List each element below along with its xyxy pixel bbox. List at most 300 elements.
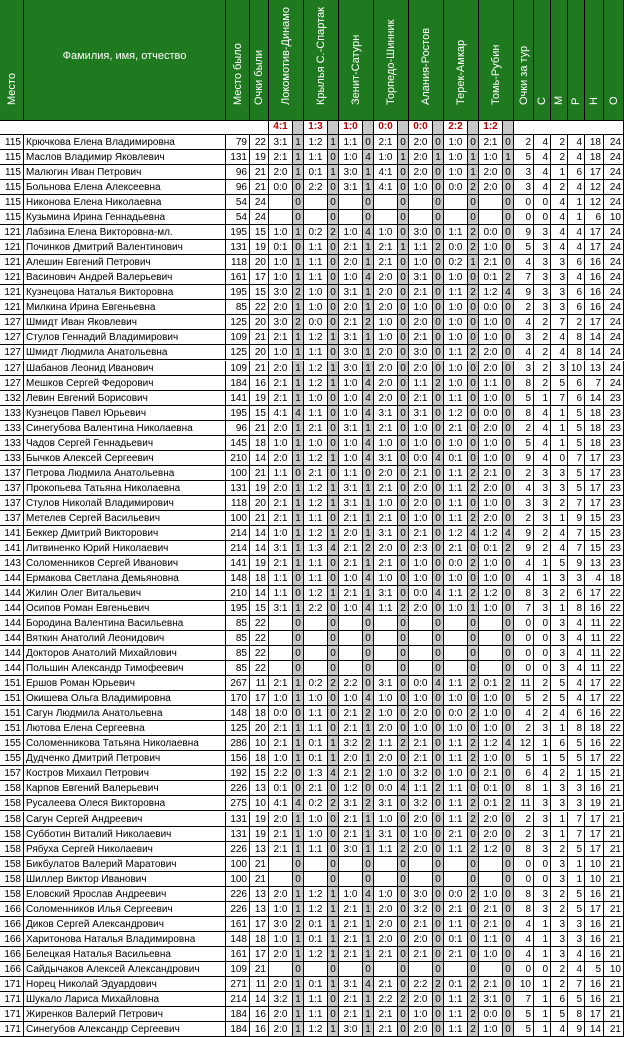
cell-prev-points: 21 bbox=[250, 962, 269, 977]
cell-match-3-pts: 1 bbox=[363, 721, 374, 736]
cell-match-4-bet: 2:0 bbox=[374, 917, 398, 932]
cell-match-6-pts: 0 bbox=[468, 917, 479, 932]
cell-match-2-bet: 1:0 bbox=[304, 285, 328, 300]
cell-stat-n: 15 bbox=[585, 526, 604, 541]
cell-full-name: Норец Николай Эдуардович bbox=[24, 977, 226, 992]
table-row bbox=[0, 977, 624, 992]
cell-prev-place: 79 bbox=[226, 135, 250, 150]
cell-match-1-bet: 3:1 bbox=[269, 541, 293, 556]
cell-match-3-bet: 2:1 bbox=[339, 1007, 363, 1022]
cell-match-2-pts: 0 bbox=[328, 315, 339, 330]
cell-full-name: Беккер Дмитрий Викторович bbox=[24, 526, 226, 541]
cell-match-1-bet bbox=[269, 962, 293, 977]
cell-prev-place: 85 bbox=[226, 616, 250, 631]
cell-match-4-bet: 2:1 bbox=[374, 556, 398, 571]
cell-match-2-bet: 0:2 bbox=[304, 796, 328, 811]
cell-match-5-bet: 1:0 bbox=[409, 300, 433, 315]
cell-match-1-bet: 2:0 bbox=[269, 300, 293, 315]
header-o-label: О bbox=[607, 96, 620, 105]
cell-stat-o: 24 bbox=[604, 270, 624, 285]
cell-match-7-bet: 2:0 bbox=[479, 165, 503, 180]
cell-match-3-bet: 2:1 bbox=[339, 721, 363, 736]
cell-stat-r: 7 bbox=[568, 496, 585, 511]
cell-match-4-pts: 0 bbox=[398, 496, 409, 511]
cell-stat-o: 21 bbox=[604, 857, 624, 872]
cell-match-4-pts: 0 bbox=[398, 300, 409, 315]
cell-stat-o: 22 bbox=[604, 721, 624, 736]
cell-match-7-pts: 0 bbox=[503, 751, 514, 766]
cell-match-5-pts: 0 bbox=[433, 706, 444, 721]
cell-match-6-pts: 0 bbox=[468, 300, 479, 315]
cell-match-3-bet: 2:1 bbox=[339, 932, 363, 947]
cell-match-2-bet: 2:2 bbox=[304, 180, 328, 195]
cell-match-3-pts: 0 bbox=[363, 135, 374, 150]
cell-match-7-bet: 2:1 bbox=[479, 135, 503, 150]
cell-stat-c: 3 bbox=[534, 466, 551, 481]
cell-stat-o: 24 bbox=[604, 150, 624, 165]
cell-match-6-pts: 2 bbox=[468, 796, 479, 811]
cell-prev-place: 210 bbox=[226, 451, 250, 466]
cell-place: 115 bbox=[0, 210, 24, 225]
cell-place: 144 bbox=[0, 646, 24, 661]
cell-prev-points: 20 bbox=[250, 315, 269, 330]
cell-prev-points: 22 bbox=[250, 631, 269, 646]
cell-match-1-pts: 1 bbox=[293, 270, 304, 285]
cell-stat-c: 2 bbox=[534, 361, 551, 376]
cell-match-5-bet: 3:2 bbox=[409, 766, 433, 781]
cell-tour-points: 2 bbox=[514, 135, 534, 150]
cell-match-1-bet bbox=[269, 646, 293, 661]
cell-stat-m: 3 bbox=[551, 857, 568, 872]
cell-match-5-pts: 0 bbox=[433, 721, 444, 736]
cell-match-4-bet: 1:0 bbox=[374, 766, 398, 781]
cell-stat-m: 4 bbox=[551, 345, 568, 360]
cell-match-4-pts: 0 bbox=[398, 180, 409, 195]
cell-match-2-pts: 0 bbox=[328, 345, 339, 360]
cell-tour-points: 11 bbox=[514, 676, 534, 691]
result-4: 0:0 bbox=[374, 121, 398, 135]
header-c bbox=[534, 0, 551, 121]
cell-tour-points: 4 bbox=[514, 571, 534, 586]
cell-match-6-bet: 0:0 bbox=[444, 887, 468, 902]
cell-match-5-bet bbox=[409, 872, 433, 887]
cell-prev-points: 19 bbox=[250, 827, 269, 842]
cell-full-name: Ермакова Светлана Демьяновна bbox=[24, 571, 226, 586]
cell-match-1-bet: 0:1 bbox=[269, 781, 293, 796]
result-1-pts bbox=[293, 121, 304, 135]
cell-match-1-pts: 0 bbox=[293, 646, 304, 661]
cell-match-2-bet: 1:0 bbox=[304, 436, 328, 451]
cell-stat-r: 6 bbox=[568, 391, 585, 406]
cell-full-name: Шмидт Иван Яковлевич bbox=[24, 315, 226, 330]
cell-match-2-bet: 1:0 bbox=[304, 391, 328, 406]
cell-tour-points: 8 bbox=[514, 406, 534, 421]
cell-tour-points: 9 bbox=[514, 451, 534, 466]
cell-match-2-pts: 1 bbox=[328, 526, 339, 541]
cell-prev-place: 195 bbox=[226, 285, 250, 300]
cell-match-3-bet: 1:2 bbox=[339, 781, 363, 796]
cell-place: 137 bbox=[0, 496, 24, 511]
cell-match-7-pts: 0 bbox=[503, 481, 514, 496]
cell-match-3-pts: 0 bbox=[363, 466, 374, 481]
cell-match-6-bet: 1:0 bbox=[444, 270, 468, 285]
cell-prev-place: 214 bbox=[226, 526, 250, 541]
cell-place: 144 bbox=[0, 601, 24, 616]
cell-match-2-pts: 0 bbox=[328, 691, 339, 706]
table-row bbox=[0, 992, 624, 1007]
result-4-pts bbox=[398, 121, 409, 135]
cell-prev-place: 54 bbox=[226, 195, 250, 210]
cell-match-5-bet: 2:1 bbox=[409, 947, 433, 962]
cell-match-6-pts: 1 bbox=[468, 601, 479, 616]
cell-stat-o: 21 bbox=[604, 842, 624, 857]
cell-match-2-bet: 1:1 bbox=[304, 1007, 328, 1022]
cell-prev-place: 131 bbox=[226, 150, 250, 165]
cell-match-6-pts: 0 bbox=[468, 270, 479, 285]
cell-match-4-bet: 1:0 bbox=[374, 691, 398, 706]
cell-tour-points: 7 bbox=[514, 992, 534, 1007]
cell-match-7-pts: 0 bbox=[503, 992, 514, 1007]
cell-match-4-pts: 0 bbox=[398, 766, 409, 781]
cell-match-4-pts: 0 bbox=[398, 827, 409, 842]
header-o bbox=[604, 0, 624, 121]
cell-stat-m: 3 bbox=[551, 631, 568, 646]
cell-stat-r: 3 bbox=[568, 932, 585, 947]
cell-match-2-bet: 1:1 bbox=[304, 721, 328, 736]
cell-match-2-pts: 1 bbox=[328, 165, 339, 180]
cell-match-5-pts: 0 bbox=[433, 691, 444, 706]
cell-match-6-bet: 0:0 bbox=[444, 240, 468, 255]
cell-stat-n: 14 bbox=[585, 330, 604, 345]
cell-match-3-pts: 1 bbox=[363, 1007, 374, 1022]
cell-match-4-bet: 1:0 bbox=[374, 887, 398, 902]
cell-match-2-pts: 0 bbox=[328, 240, 339, 255]
cell-match-2-bet: 1:1 bbox=[304, 556, 328, 571]
cell-stat-r: 9 bbox=[568, 511, 585, 526]
cell-match-5-pts: 0 bbox=[433, 872, 444, 887]
cell-stat-o: 21 bbox=[604, 796, 624, 811]
cell-prev-points: 13 bbox=[250, 781, 269, 796]
cell-match-7-pts: 0 bbox=[503, 391, 514, 406]
cell-stat-o: 21 bbox=[604, 1022, 624, 1037]
cell-full-name: Сагун Людмила Анатольевна bbox=[24, 706, 226, 721]
cell-match-2-pts: 1 bbox=[328, 902, 339, 917]
cell-full-name: Стулов Геннадий Владимирович bbox=[24, 330, 226, 345]
cell-match-2-pts: 0 bbox=[328, 571, 339, 586]
cell-match-4-bet: 3:1 bbox=[374, 796, 398, 811]
cell-match-4-bet: 2:1 bbox=[374, 135, 398, 150]
cell-match-7-bet: 1:0 bbox=[479, 496, 503, 511]
cell-match-3-pts: 4 bbox=[363, 451, 374, 466]
cell-match-7-pts: 0 bbox=[503, 586, 514, 601]
cell-stat-m: 2 bbox=[551, 766, 568, 781]
cell-match-7-pts: 0 bbox=[503, 345, 514, 360]
cell-match-7-bet: 1:0 bbox=[479, 947, 503, 962]
cell-match-2-pts: 1 bbox=[328, 481, 339, 496]
cell-tour-points: 4 bbox=[514, 255, 534, 270]
cell-stat-r: 4 bbox=[568, 676, 585, 691]
cell-match-2-bet bbox=[304, 210, 328, 225]
cell-match-4-pts: 2 bbox=[398, 992, 409, 1007]
cell-match-2-bet: 0:2 bbox=[304, 676, 328, 691]
cell-match-5-bet: 2:0 bbox=[409, 135, 433, 150]
cell-stat-c: 1 bbox=[534, 736, 551, 751]
cell-match-2-bet: 1:1 bbox=[304, 240, 328, 255]
cell-match-1-bet: 2:1 bbox=[269, 330, 293, 345]
cell-match-6-bet: 1:0 bbox=[444, 766, 468, 781]
cell-stat-o: 22 bbox=[604, 736, 624, 751]
cell-stat-r: 4 bbox=[568, 270, 585, 285]
cell-match-3-bet: 1:0 bbox=[339, 391, 363, 406]
cell-match-5-bet: 1:0 bbox=[409, 571, 433, 586]
cell-place: 127 bbox=[0, 330, 24, 345]
cell-tour-points: 4 bbox=[514, 556, 534, 571]
cell-match-1-pts: 0 bbox=[293, 962, 304, 977]
cell-place: 137 bbox=[0, 481, 24, 496]
cell-match-7-bet: 2:0 bbox=[479, 827, 503, 842]
cell-place: 158 bbox=[0, 887, 24, 902]
cell-match-4-pts: 0 bbox=[398, 1007, 409, 1022]
cell-full-name: Стулов Николай Владимирович bbox=[24, 496, 226, 511]
cell-stat-m: 4 bbox=[551, 541, 568, 556]
cell-match-2-pts: 0 bbox=[328, 646, 339, 661]
cell-stat-r: 7 bbox=[568, 827, 585, 842]
cell-match-3-bet: 3:1 bbox=[339, 977, 363, 992]
cell-prev-points: 21 bbox=[250, 165, 269, 180]
cell-match-5-pts: 0 bbox=[433, 796, 444, 811]
cell-match-1-bet: 1:1 bbox=[269, 571, 293, 586]
cell-place: 144 bbox=[0, 661, 24, 676]
cell-stat-n: 17 bbox=[585, 1007, 604, 1022]
cell-stat-n: 17 bbox=[585, 481, 604, 496]
cell-match-7-bet: 1:0 bbox=[479, 451, 503, 466]
table-row bbox=[0, 1007, 624, 1022]
cell-stat-o: 22 bbox=[604, 601, 624, 616]
cell-match-6-pts: 0 bbox=[468, 541, 479, 556]
cell-prev-points: 17 bbox=[250, 947, 269, 962]
cell-match-5-bet: 2:1 bbox=[409, 330, 433, 345]
table-row bbox=[0, 902, 624, 917]
cell-stat-r: 3 bbox=[568, 571, 585, 586]
cell-match-4-pts: 2 bbox=[398, 601, 409, 616]
result-7-pts bbox=[503, 121, 514, 135]
cell-match-1-pts: 4 bbox=[293, 796, 304, 811]
cell-match-6-pts: 0 bbox=[468, 451, 479, 466]
cell-prev-place: 184 bbox=[226, 1007, 250, 1022]
cell-match-3-pts: 1 bbox=[363, 842, 374, 857]
cell-match-4-pts: 0 bbox=[398, 225, 409, 240]
cell-stat-m: 5 bbox=[551, 556, 568, 571]
cell-match-4-pts: 0 bbox=[398, 857, 409, 872]
cell-place: 158 bbox=[0, 872, 24, 887]
cell-match-1-bet: 1:0 bbox=[269, 270, 293, 285]
cell-match-7-pts: 0 bbox=[503, 195, 514, 210]
cell-tour-points: 2 bbox=[514, 466, 534, 481]
cell-stat-n: 16 bbox=[585, 736, 604, 751]
cell-match-6-pts: 0 bbox=[468, 781, 479, 796]
cell-tour-points: 2 bbox=[514, 721, 534, 736]
cell-match-6-bet: 1:1 bbox=[444, 285, 468, 300]
cell-full-name: Соломенникова Татьяна Николаевна bbox=[24, 736, 226, 751]
table-row bbox=[0, 240, 624, 255]
cell-stat-m: 4 bbox=[551, 195, 568, 210]
cell-stat-o: 22 bbox=[604, 661, 624, 676]
cell-stat-m: 1 bbox=[551, 421, 568, 436]
cell-stat-c: 0 bbox=[534, 857, 551, 872]
cell-match-6-bet bbox=[444, 631, 468, 646]
cell-match-5-pts: 4 bbox=[433, 586, 444, 601]
cell-stat-c: 3 bbox=[534, 255, 551, 270]
header-n bbox=[585, 0, 604, 121]
cell-match-1-bet: 2:1 bbox=[269, 556, 293, 571]
table-row bbox=[0, 842, 624, 857]
cell-stat-o: 23 bbox=[604, 496, 624, 511]
cell-match-4-pts: 0 bbox=[398, 586, 409, 601]
cell-full-name: Бычков Алексей Сергеевич bbox=[24, 451, 226, 466]
cell-match-7-bet: 2:0 bbox=[479, 345, 503, 360]
cell-place: 171 bbox=[0, 1007, 24, 1022]
cell-full-name: Мешков Сергей Федорович bbox=[24, 376, 226, 391]
cell-prev-place: 226 bbox=[226, 842, 250, 857]
cell-match-7-bet: 2:0 bbox=[479, 361, 503, 376]
cell-stat-n: 11 bbox=[585, 661, 604, 676]
cell-match-6-pts: 0 bbox=[468, 376, 479, 391]
cell-stat-m: 3 bbox=[551, 616, 568, 631]
cell-match-3-bet: 3:0 bbox=[339, 842, 363, 857]
cell-match-3-bet: 3:1 bbox=[339, 496, 363, 511]
cell-match-2-pts: 0 bbox=[328, 406, 339, 421]
header-r-label: Р bbox=[570, 97, 582, 105]
cell-match-4-pts: 0 bbox=[398, 270, 409, 285]
cell-match-5-bet: 1:0 bbox=[409, 691, 433, 706]
cell-stat-r: 4 bbox=[568, 616, 585, 631]
cell-stat-c: 4 bbox=[534, 766, 551, 781]
cell-stat-c: 3 bbox=[534, 225, 551, 240]
cell-match-5-bet: 1:0 bbox=[409, 511, 433, 526]
cell-match-3-pts: 4 bbox=[363, 391, 374, 406]
cell-place: 143 bbox=[0, 556, 24, 571]
cell-match-1-pts: 1 bbox=[293, 165, 304, 180]
cell-prev-points: 21 bbox=[250, 180, 269, 195]
cell-stat-n: 17 bbox=[585, 451, 604, 466]
cell-place: 121 bbox=[0, 225, 24, 240]
result-5-pts bbox=[433, 121, 444, 135]
table-row bbox=[0, 270, 624, 285]
cell-prev-points: 21 bbox=[250, 421, 269, 436]
cell-stat-m: 3 bbox=[551, 947, 568, 962]
cell-match-6-bet: 0:2 bbox=[444, 255, 468, 270]
cell-tour-points: 0 bbox=[514, 872, 534, 887]
cell-match-6-pts: 0 bbox=[468, 210, 479, 225]
header-tour-points bbox=[514, 0, 534, 121]
cell-stat-r: 9 bbox=[568, 556, 585, 571]
cell-stat-o: 21 bbox=[604, 872, 624, 887]
cell-match-7-bet: 0:0 bbox=[479, 1007, 503, 1022]
cell-match-6-bet: 2:1 bbox=[444, 902, 468, 917]
cell-match-4-pts: 0 bbox=[398, 406, 409, 421]
cell-stat-c: 3 bbox=[534, 796, 551, 811]
cell-match-2-pts: 1 bbox=[328, 496, 339, 511]
cell-match-7-bet: 1:2 bbox=[479, 736, 503, 751]
cell-full-name: Маслов Владимир Яковлевич bbox=[24, 150, 226, 165]
cell-place: 121 bbox=[0, 255, 24, 270]
cell-match-1-bet bbox=[269, 616, 293, 631]
cell-match-7-pts: 0 bbox=[503, 300, 514, 315]
cell-match-3-bet bbox=[339, 962, 363, 977]
header-r bbox=[568, 0, 585, 121]
table-row bbox=[0, 391, 624, 406]
cell-full-name: Костров Михаил Петрович bbox=[24, 766, 226, 781]
cell-match-4-pts: 0 bbox=[398, 165, 409, 180]
cell-match-3-pts: 2 bbox=[363, 736, 374, 751]
cell-place: 158 bbox=[0, 857, 24, 872]
cell-match-4-pts: 0 bbox=[398, 932, 409, 947]
cell-stat-m: 2 bbox=[551, 887, 568, 902]
cell-match-1-bet: 0:0 bbox=[269, 706, 293, 721]
cell-prev-points: 17 bbox=[250, 917, 269, 932]
cell-stat-o: 22 bbox=[604, 676, 624, 691]
cell-stat-c: 3 bbox=[534, 721, 551, 736]
cell-stat-m: 5 bbox=[551, 676, 568, 691]
cell-place: 166 bbox=[0, 932, 24, 947]
cell-full-name: Кузнецов Павел Юрьевич bbox=[24, 406, 226, 421]
cell-match-4-bet: 2:1 bbox=[374, 511, 398, 526]
cell-prev-points: 18 bbox=[250, 932, 269, 947]
cell-match-2-pts: 4 bbox=[328, 766, 339, 781]
cell-match-3-bet: 3:1 bbox=[339, 330, 363, 345]
table-row bbox=[0, 586, 624, 601]
cell-match-7-pts: 0 bbox=[503, 210, 514, 225]
cell-stat-c: 3 bbox=[534, 827, 551, 842]
cell-match-1-bet: 2:0 bbox=[269, 361, 293, 376]
cell-stat-c: 2 bbox=[534, 526, 551, 541]
cell-prev-points: 16 bbox=[250, 1022, 269, 1037]
cell-match-1-pts: 1 bbox=[293, 887, 304, 902]
cell-match-1-pts: 1 bbox=[293, 481, 304, 496]
cell-place: 121 bbox=[0, 285, 24, 300]
cell-match-4-bet: 1:0 bbox=[374, 436, 398, 451]
cell-match-6-bet: 1:0 bbox=[444, 691, 468, 706]
table-row bbox=[0, 1022, 624, 1037]
cell-match-1-bet bbox=[269, 857, 293, 872]
cell-match-3-pts: 4 bbox=[363, 406, 374, 421]
cell-match-6-bet bbox=[444, 962, 468, 977]
cell-match-3-pts: 1 bbox=[363, 827, 374, 842]
cell-match-2-pts: 0 bbox=[328, 721, 339, 736]
cell-match-3-pts: 1 bbox=[363, 586, 374, 601]
cell-place: 141 bbox=[0, 526, 24, 541]
cell-match-7-pts: 0 bbox=[503, 436, 514, 451]
result-6-pts bbox=[468, 121, 479, 135]
cell-prev-points: 14 bbox=[250, 451, 269, 466]
cell-match-2-bet bbox=[304, 872, 328, 887]
cell-stat-r: 5 bbox=[568, 736, 585, 751]
cell-match-2-bet: 1:1 bbox=[304, 270, 328, 285]
cell-match-2-pts: 1 bbox=[328, 736, 339, 751]
cell-prev-place: 226 bbox=[226, 781, 250, 796]
cell-stat-n: 12 bbox=[585, 195, 604, 210]
cell-match-7-bet bbox=[479, 646, 503, 661]
cell-prev-place: 131 bbox=[226, 481, 250, 496]
cell-stat-o: 21 bbox=[604, 1007, 624, 1022]
table-row bbox=[0, 496, 624, 511]
cell-match-7-bet bbox=[479, 631, 503, 646]
cell-match-7-bet: 1:0 bbox=[479, 315, 503, 330]
cell-prev-place: 100 bbox=[226, 511, 250, 526]
cell-match-2-pts: 1 bbox=[328, 917, 339, 932]
cell-place: 144 bbox=[0, 571, 24, 586]
cell-full-name: Докторов Анатолий Михайлович bbox=[24, 646, 226, 661]
